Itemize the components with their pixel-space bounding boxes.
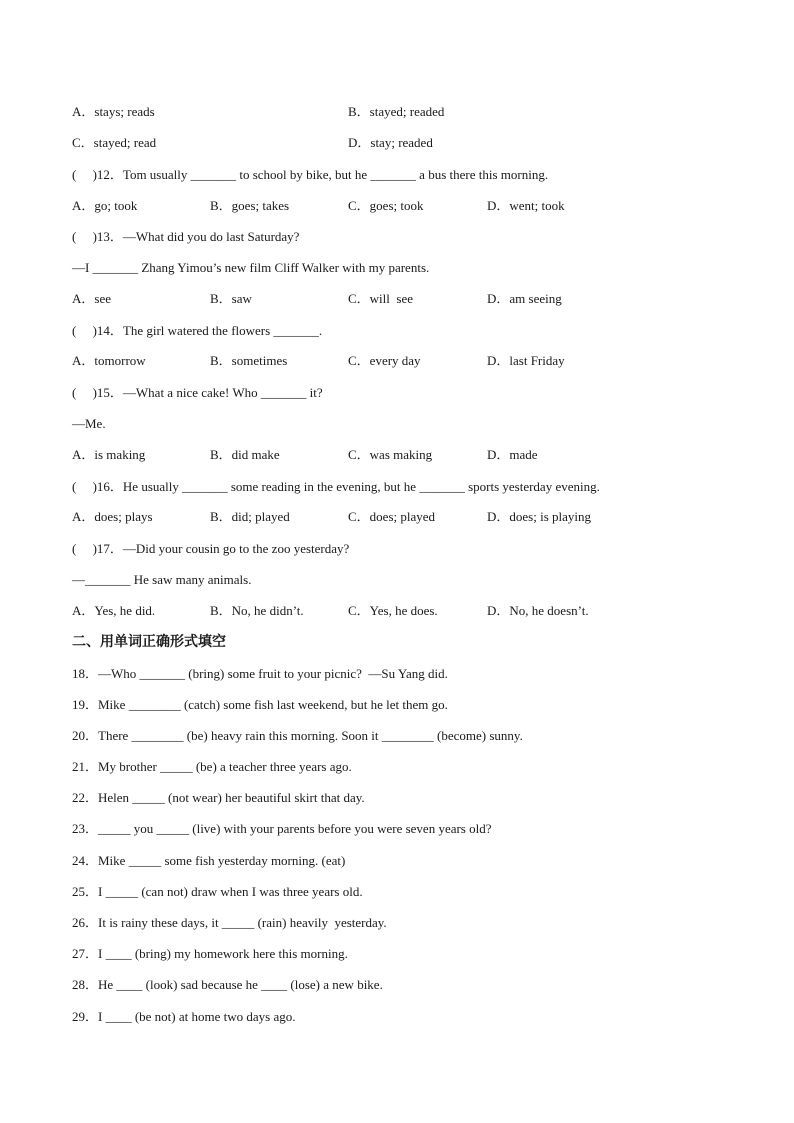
q11-option-a: A．stays; reads [72, 104, 155, 119]
q12-option-c: C．goes; took [348, 198, 424, 213]
q16-option-c: C．does; played [348, 509, 436, 524]
q14-option-a: A．tomorrow [72, 353, 146, 368]
q13-stem: ( )13．—What did you do last Saturday? [72, 229, 300, 244]
q14-option-d: D．last Friday [487, 353, 565, 368]
q17-stem-reply: —_______ He saw many animals. [72, 572, 252, 587]
q15-option-a: A．is making [72, 447, 146, 462]
q12-option-b: B．goes; takes [210, 198, 290, 213]
q15-stem-reply: —Me. [72, 416, 106, 431]
q17-option-d: D．No, he doesn’t. [487, 603, 589, 618]
q15-option-d: D．made [487, 447, 538, 462]
q15-option-c: C．was making [348, 447, 433, 462]
fill-item: 23．_____ you _____ (live) with your parents before you were seven years old? [72, 821, 492, 836]
q13-stem-reply: —I _______ Zhang Yimou’s new film Cliff Walker with my parents. [72, 260, 430, 275]
fill-item: 28．He ____ (look) sad because he ____ (lose) a new bike. [72, 977, 383, 992]
q12-option-d: D．went; took [487, 198, 565, 213]
q12-stem: ( )12．Tom usually _______ to school by bike, but he _______ a bus there this morning. [72, 167, 549, 182]
q11-option-c: C．stayed; read [72, 135, 157, 150]
q16-option-a: A．does; plays [72, 509, 153, 524]
q16-option-d: D．does; is playing [487, 509, 591, 524]
q14-option-b: B．sometimes [210, 353, 288, 368]
q17-option-b: B．No, he didn’t. [210, 603, 304, 618]
q17-option-a: A．Yes, he did. [72, 603, 156, 618]
q15-option-b: B．did make [210, 447, 280, 462]
fill-item: 29．I ____ (be not) at home two days ago. [72, 1009, 296, 1024]
fill-item: 20．There ________ (be) heavy rain this morning. Soon it ________ (become) sunny. [72, 728, 523, 743]
fill-item: 25．I _____ (can not) draw when I was three years old. [72, 884, 363, 899]
q11-option-b: B．stayed; readed [348, 104, 445, 119]
q14-stem: ( )14．The girl watered the flowers _______. [72, 323, 323, 338]
q13-option-d: D．am seeing [487, 291, 562, 306]
fill-item: 24．Mike _____ some fish yesterday morning. (eat) [72, 853, 346, 868]
fill-item: 21．My brother _____ (be) a teacher three years ago. [72, 759, 352, 774]
fill-item: 18．—Who _______ (bring) some fruit to your picnic? —Su Yang did. [72, 666, 448, 681]
q16-stem: ( )16．He usually _______ some reading in the evening, but he _______ sports yesterday evening. [72, 479, 600, 494]
fill-item: 26．It is rainy these days, it _____ (rain) heavily yesterday. [72, 915, 387, 930]
fill-item: 27．I ____ (bring) my homework here this morning. [72, 946, 348, 961]
q14-option-c: C．every day [348, 353, 421, 368]
fill-item: 22．Helen _____ (not wear) her beautiful skirt that day. [72, 790, 365, 805]
q17-option-c: C．Yes, he does. [348, 603, 438, 618]
fill-item: 19．Mike ________ (catch) some fish last weekend, but he let them go. [72, 697, 448, 712]
q17-stem: ( )17．—Did your cousin go to the zoo yesterday? [72, 541, 350, 556]
q13-option-a: A．see [72, 291, 111, 306]
q16-option-b: B．did; played [210, 509, 290, 524]
section-heading: 二、用单词正确形式填空 [72, 634, 226, 650]
q15-stem: ( )15．—What a nice cake! Who _______ it? [72, 385, 323, 400]
q13-option-c: C．will see [348, 291, 413, 306]
q12-option-a: A．go; took [72, 198, 138, 213]
q13-option-b: B．saw [210, 291, 252, 306]
q11-option-d: D．stay; readed [348, 135, 433, 150]
